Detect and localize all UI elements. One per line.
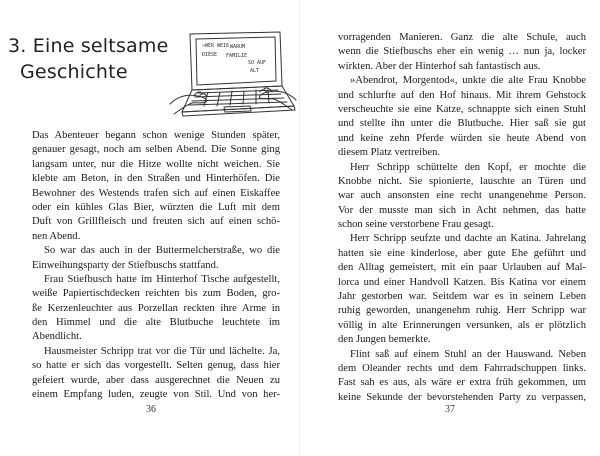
text-line: Vor der musste man sich in Acht nehmen, das hatte [338,204,586,216]
text-line: Abendlicht. [32,331,82,343]
text-line: Einweihungsparty der Stiefbuschs stattfand. [32,259,219,271]
page-number-left: 36 [146,404,156,415]
text-line: wirkten. Aber der Hinterhof sah fantastisch aus. [338,60,541,72]
screen-text-2: WARUM [230,44,246,50]
chapter-title-line-1: 3. Eine seltsame [8,35,169,57]
text-line: vorragenden Manieren. Ganz die alte Schule, auch [338,32,586,43]
text-line: den Alltag gemeistert, mit ein paar Urlauben auf Mal- [338,262,586,274]
screen-text-3: DIESE [202,52,218,58]
text-line: nen Abend. [32,230,81,242]
text-line: weiße Papiertischdecken reichten bis zum Boden, gro- [32,288,280,300]
text-line: genauer gesagt, noch am selben Abend. Die Sonne ging [32,144,280,156]
text-line: Herr Schripp schüttelte den Kopf, er mochte die [350,161,586,173]
text-line: war auch ansonsten eine recht unangenehme Person. [338,190,586,202]
text-line: Flint saß auf einem Stuhl an der Hauswand. Neben [350,348,586,360]
text-line: langsam unter, nur die Hitze wollte nicht weichen. Sie [32,158,280,170]
text-line: lorca und einer Handvoll Katzen. Bis Katina vor einem [338,276,586,288]
text-line: »Abendrot, Morgentod«, unkte die alte Frau Knobbe [350,75,586,87]
laptop-illustration [168,30,298,130]
text-line: und keine zehn Pferde würden sie heute Abend von [338,132,586,144]
text-line: den Jungen bemerkte. [338,334,431,346]
text-line: diesem Platz vertreiben. [338,147,441,159]
text-line: So war das auch in der Buttermelcherstraße, wo die [44,245,280,257]
text-line: hatten sie eine kinderlose, aber gute Ehe geführt und [338,247,586,259]
text-line: Das Abenteuer begann schon wenige Stunden später, [32,130,280,141]
text-line: und schlurfte auf den Hof hinaus. Mit ihrem Gehstock [338,89,586,101]
text-line: Fast sah es aus, als wäre er extra früh gekommen, um [338,377,586,389]
chapter-title-line-2: Geschichte [20,61,128,83]
text-line: völlig in alte Erinnerungen versunken, als er plötzlich [338,319,586,331]
text-line: keine Sekunde der bevorstehenden Party zu verpassen, [338,391,586,403]
screen-text-1: »WER WEIß [202,43,230,49]
text-line: den Himmel und die alte Blutbuche leuchtete im [32,317,280,329]
screen-text-4: FAMILIE [226,53,248,59]
right-body-text [338,31,586,405]
text-line: klebte am Beton, in den Straßen und Hinterhöfen. Die [32,173,280,185]
text-line: Frau Stiefbusch hatte im Hinterhof Tische aufgestellt, [44,273,280,285]
right-page [300,0,600,456]
text-line: Knobbe nicht. Sie spionierte, lauschte an Türen und [338,175,586,187]
left-body-text [32,129,280,402]
text-line: schon seine verstorbene Frau gesagt. [338,219,494,231]
chapter-title [8,33,168,85]
text-line: ruhig geworden, unangenehm ruhig. Herr Schripp war [338,305,586,317]
text-line: einem Empfang luden, zeugte von Stil. Und von her- [32,389,280,401]
text-line: dem Oleander rechts und dem Fahrradschuppen links. [338,362,586,374]
text-line: Hausmeister Schripp trat vor die Tür und lächelte. Ja, [44,345,280,357]
text-line: Duft von Grillfleisch und freuten sich auf einen schö- [32,216,280,228]
screen-text-5: SO AUF [248,60,267,66]
text-line: ße Kerzenleuchter aus Porzellan reckten ihre Arme in [32,302,280,314]
screen-text-6: ALT [250,68,260,74]
text-line: Herr Schripp seufzte und dachte an Katina. Jahrelang [350,233,586,245]
text-line: wenn die Stiefbuschs eher ein wenig … nun ja, locker [338,46,586,58]
text-line: so hatte er sich das vorgestellt. Selten genug, dass hier [32,360,280,372]
page-number-right: 37 [445,404,455,415]
text-line: verscheuchte sie eine Katze, schnappte sich einen Stuhl [338,103,586,115]
text-line: oder ein kühles Glas Bier, würzten die Luft mit dem [32,201,280,213]
text-line: und stellte ihn unter die Blutbuche. Hier saß sie gut [338,118,586,130]
text-line: gefeiert wurde, aber dass ausgerechnet die Neuen zu [32,374,280,386]
text-line: Jahr gestorben war. Seitdem war es in seinem Leben [338,291,586,303]
text-line: Bewohner des Westends trafen sich auf einen Eiskaffee [32,187,280,199]
